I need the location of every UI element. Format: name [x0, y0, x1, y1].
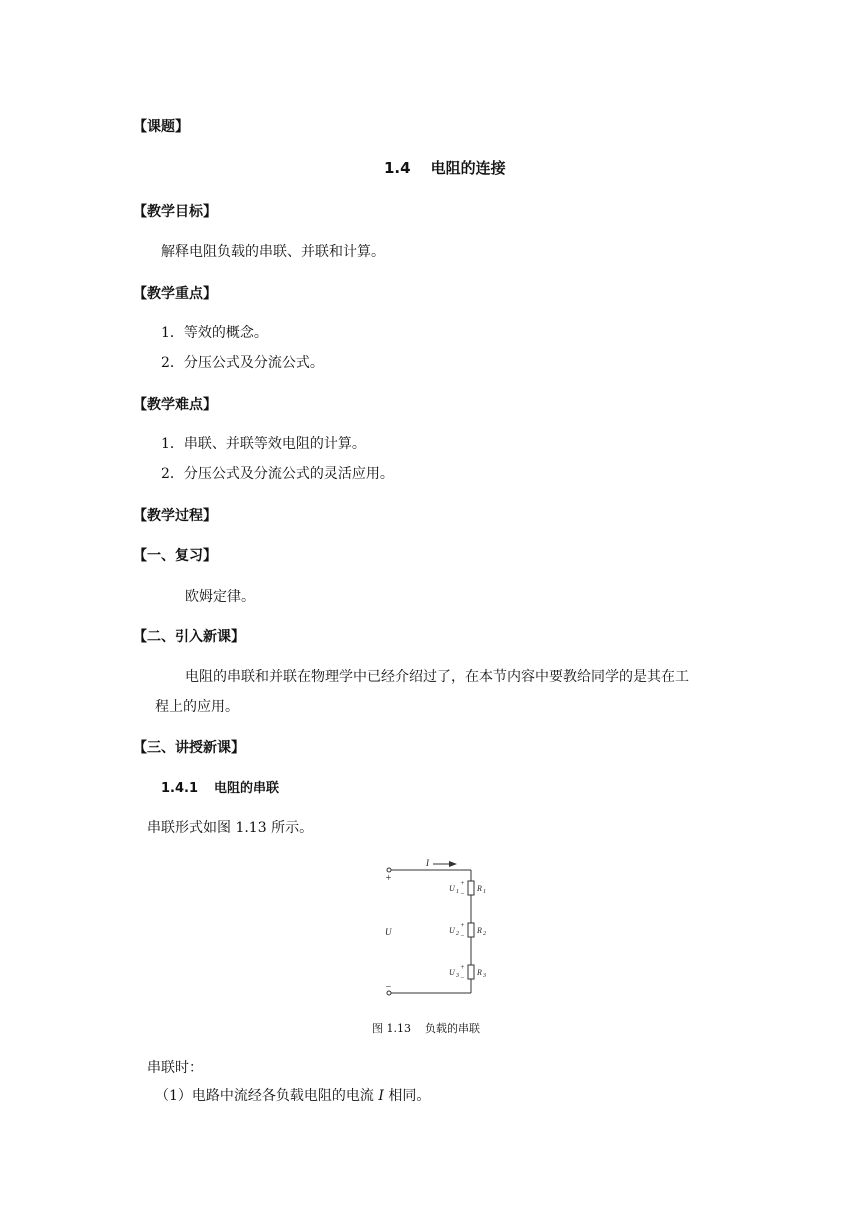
section-title: [384, 159, 506, 177]
u1-minus: −: [460, 890, 465, 898]
u2-plus: +: [460, 921, 465, 929]
current-arrowhead: [449, 861, 457, 867]
r1-sub: 1: [483, 889, 486, 895]
difficult-points-label: 【教学难点】: [133, 397, 217, 413]
key-point-item: 1．等效的概念。: [161, 325, 268, 341]
review-label: 【一、复习】: [133, 548, 217, 564]
u3-minus: −: [460, 974, 465, 982]
figure-caption-text: 负载的串联: [425, 1022, 480, 1035]
figure-caption: [372, 1020, 480, 1038]
r3-label: R: [477, 968, 482, 977]
r1-label: R: [477, 884, 482, 893]
key-points-label: 【教学重点】: [133, 286, 217, 302]
resistor-r2: [468, 923, 474, 937]
source-minus: −: [385, 982, 392, 993]
u2-minus: −: [460, 932, 465, 940]
subsection-title: [161, 780, 279, 798]
section-title-number: 1.4: [384, 159, 411, 177]
terminal-top: [387, 868, 391, 872]
u1-label: U: [449, 884, 455, 893]
section-title-text: 电阻的连接: [430, 159, 506, 177]
series-circuit-diagram: [375, 853, 495, 1003]
u1-sub: 1: [456, 889, 459, 895]
subsection-text: 电阻的串联: [214, 781, 280, 796]
u2-sub: 2: [456, 931, 459, 937]
series-point-1-post: 相同。: [383, 1088, 431, 1104]
u1-plus: +: [460, 879, 465, 887]
current-variable: I: [378, 1088, 384, 1104]
r2-sub: 2: [483, 931, 486, 937]
u2-label: U: [449, 926, 455, 935]
resistor-r1: [468, 881, 474, 895]
review-text: 欧姆定律。: [185, 589, 255, 605]
series-point-1: [155, 1087, 430, 1105]
teach-label: 【三、讲授新课】: [133, 740, 245, 756]
series-when: 串联时：: [147, 1060, 203, 1076]
series-intro: 串联形式如图 1.13 所示。: [147, 820, 314, 836]
objective-text: 解释电阻负载的串联、并联和计算。: [161, 244, 385, 260]
current-label: I: [426, 858, 429, 868]
difficult-point-item: 2．分压公式及分流公式的灵活应用。: [161, 466, 394, 482]
topic-label: 【课题】: [133, 119, 189, 135]
u3-label: U: [449, 968, 455, 977]
r3-sub: 3: [483, 973, 486, 979]
u3-plus: +: [460, 963, 465, 971]
series-point-1-pre: （1）电路中流经各负载电阻的电流: [155, 1088, 379, 1104]
u3-sub: 3: [456, 973, 459, 979]
difficult-point-item: 1．串联、并联等效电阻的计算。: [161, 436, 366, 452]
figure-caption-number: 图 1.13: [372, 1022, 411, 1035]
subsection-number: 1.4.1: [161, 781, 199, 796]
intro-text-line1: 电阻的串联和并联在物理学中已经介绍过了，在本节内容中要教给同学的是其在工: [185, 669, 689, 685]
intro-text-line2: 程上的应用。: [155, 699, 239, 715]
key-point-item: 2．分压公式及分流公式。: [161, 355, 324, 371]
source-voltage-label: U: [385, 927, 392, 937]
r2-label: R: [477, 926, 482, 935]
resistor-r3: [468, 965, 474, 979]
source-plus: +: [385, 873, 392, 884]
process-label: 【教学过程】: [133, 508, 217, 524]
objective-label: 【教学目标】: [133, 204, 217, 220]
intro-label: 【二、引入新课】: [133, 629, 245, 645]
